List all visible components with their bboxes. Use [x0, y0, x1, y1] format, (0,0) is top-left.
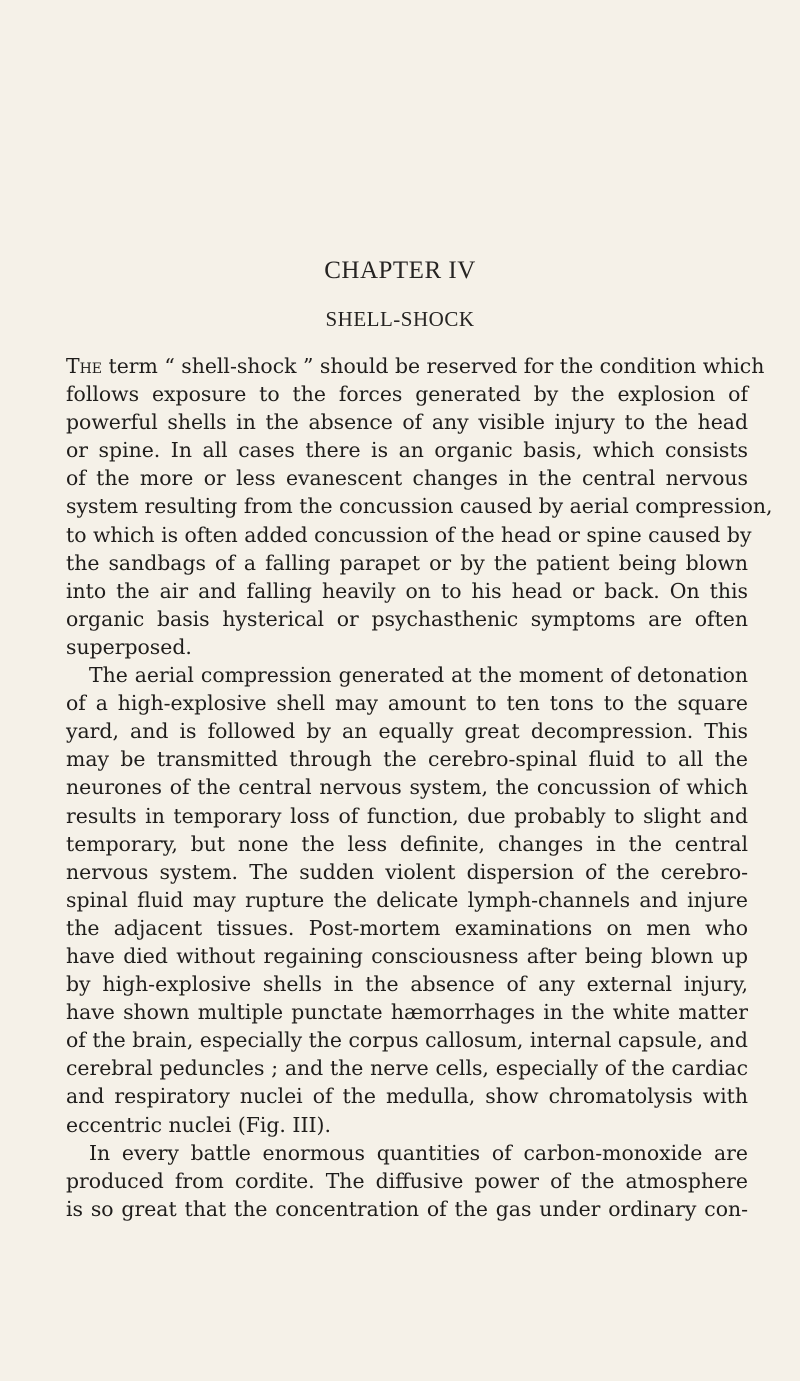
text-line: cerebral peduncles ; and the nerve cells, especially of the cardiac [66, 1056, 748, 1081]
chapter-title: SHELL-SHOCK [325, 307, 475, 331]
text-line: follows exposure to the forces generated by the explosion of [66, 382, 748, 407]
paragraph-1 [66, 352, 773, 661]
text-line: or spine. In all cases there is an organic basis, which consists [66, 438, 748, 463]
text-line: In every battle enormous quantities of carbon-monoxide are [89, 1140, 748, 1165]
text-line: have shown multiple punctate hæmorrhages in the white matter [66, 1000, 748, 1025]
text-line: by high-explosive shells in the absence of any external injury, [66, 972, 748, 997]
text-line: to which is often added concussion of the head or spine caused by [66, 522, 752, 547]
text-line: temporary, but none the less definite, changes in the central [66, 831, 748, 856]
text-line: into the air and falling heavily on to his head or back. On this [66, 578, 748, 603]
text-line: of a high-explosive shell may amount to ten tons to the square [66, 691, 748, 716]
text-line: superposed. [66, 634, 192, 659]
text-line: eccentric nuclei (Fig. III). [66, 1112, 331, 1137]
text-line: may be transmitted through the cerebro-spinal fluid to all the [66, 747, 748, 772]
text-line: results in temporary loss of function, due probably to slight and [66, 803, 748, 828]
line-text: term “ shell-shock ” should be reserved for the condition which [102, 354, 765, 378]
paragraph-2 [66, 661, 748, 1139]
text-line: the adjacent tissues. Post-mortem examinations on men who [66, 915, 748, 940]
text-line: the sandbags of a falling parapet or by the patient being blown [66, 550, 748, 575]
text-line: organic basis hysterical or psychasthenic symptoms are often [66, 606, 748, 631]
text-line [66, 352, 765, 380]
text-line: of the brain, especially the corpus callosum, internal capsule, and [66, 1028, 748, 1053]
text-line: of the more or less evanescent changes in the central nervous [66, 466, 748, 491]
text-line: neurones of the central nervous system, the concussion of which [66, 775, 748, 800]
text-line: The aerial compression generated at the moment of detonation [89, 663, 748, 688]
body-text [66, 352, 773, 1223]
text-line: is so great that the concentration of the gas under ordinary con- [66, 1196, 748, 1221]
paragraph-3 [66, 1139, 748, 1223]
chapter-number: CHAPTER IV [324, 257, 476, 284]
text-line: nervous system. The sudden violent dispersion of the cerebro- [66, 859, 748, 884]
text-line: produced from cordite. The diffusive power of the atmosphere [66, 1168, 748, 1193]
text-line: spinal fluid may rupture the delicate lymph-channels and injure [66, 887, 748, 912]
text-line: and respiratory nuclei of the medulla, show chromatolysis with [66, 1084, 748, 1109]
text-line: system resulting from the concussion caused by aerial compression, [66, 494, 773, 519]
text-line: powerful shells in the absence of any visible injury to the head [66, 410, 748, 435]
text-line: yard, and is followed by an equally great decompression. This [66, 719, 748, 744]
text-line: have died without regaining consciousness after being blown up [66, 943, 748, 968]
lead-word: The [66, 354, 103, 378]
